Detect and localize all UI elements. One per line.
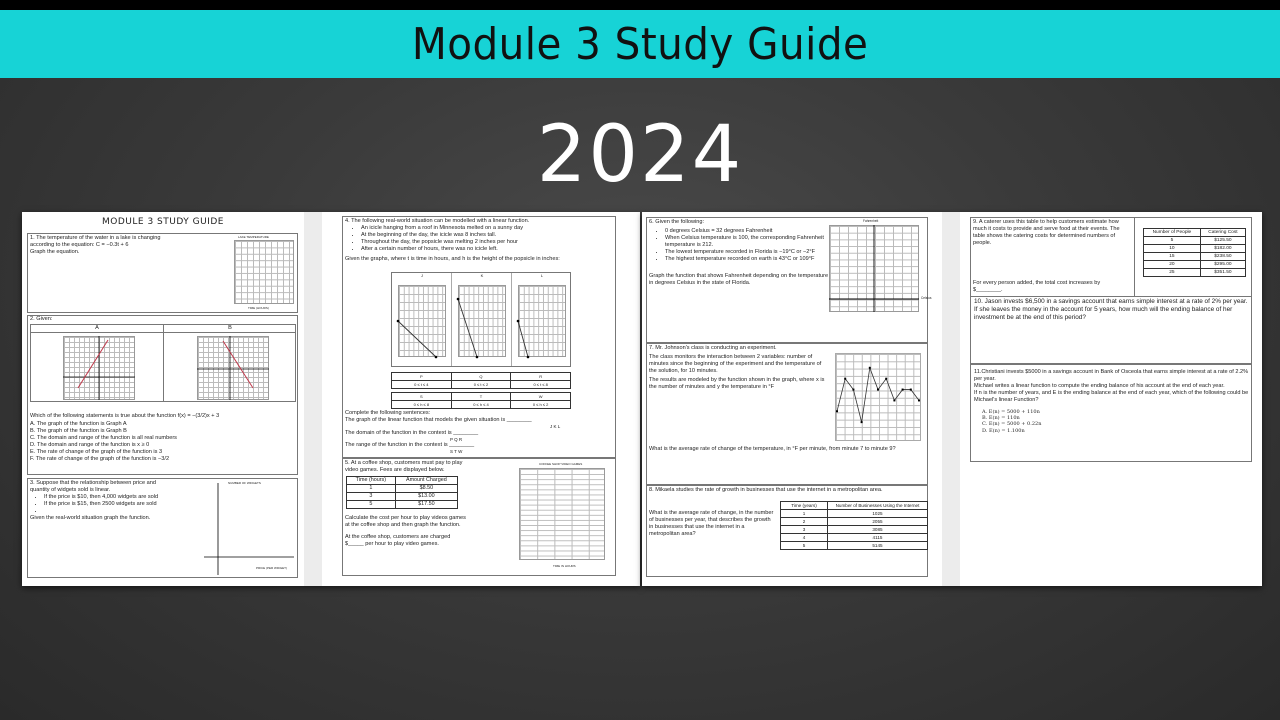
page-1-heading: MODULE 3 STUDY GUIDE <box>102 217 224 227</box>
q6-axes <box>829 225 919 312</box>
question-7 <box>646 343 928 485</box>
q4-text: 4. The following real-world situation can be modelled with a linear function. <box>345 218 530 224</box>
q5-instruction: Calculate the cost per hour to play videos games <box>345 515 466 521</box>
graph-b-line <box>197 336 269 400</box>
q11-text: 11.Christiani invests $5000 in a savings account in Bank of Osceola that earns simple interest at a rate of 2.2% per year. <box>974 369 1249 382</box>
q9-catering-table: Number of People Catering Cost 5 $125.50 10 $182.00 15 $238.50 20 $295.00 25 $351.50 <box>1143 228 1246 277</box>
question-5 <box>342 458 616 576</box>
q2-option-c: C. The domain and range of the function is all real numbers <box>30 434 177 441</box>
q11-option-a: A. E(n) = 5000 + 110n <box>982 408 1040 415</box>
q3-bullet: • If the price is $15, then 2500 widgets are sold <box>44 501 195 508</box>
graph-l-line <box>518 285 566 357</box>
q5-answer-blank: $_____ per hour to play video games. <box>345 540 439 547</box>
q2-option-b: B. The graph of the function is Graph B <box>30 427 127 434</box>
q3-bullet: • If the price is $10, then 4,000 widgets are sold <box>44 494 195 501</box>
q2-question: Which of the following statements is true about the function f(x) = −(3/2)x + 3 <box>30 413 220 419</box>
q5-graph-title: COFFEE SHOP VIDEO GAMES <box>539 462 583 466</box>
q4-domain-options: P Q R <box>450 436 463 442</box>
q6-graph-ylabel: Fahrenheit <box>863 219 879 223</box>
q9-answer-prompt: For every person added, the total cost increases by $________. <box>973 280 1101 293</box>
question-1 <box>27 233 298 313</box>
q7-paragraph-1: The class monitors the interaction between 2 variables: number of minutes since the beginning of the experiment and the temperature of the solution, for 10 minutes. <box>649 353 822 374</box>
q6-graph-xlabel: Celsius <box>921 296 932 300</box>
q3-graph-xlabel: PRICE (PER WIDGET) <box>256 566 288 570</box>
q3-instruction: Given the real-world situation graph the function. <box>30 514 151 521</box>
q8-label: 8. Mikaela studies the rate of growth in businesses that use the internet in a metropolitan area. <box>649 487 883 493</box>
page-4 <box>960 212 1262 586</box>
q2-col-a: A <box>31 325 164 333</box>
q5-instruction-2: at the coffee shop and then graph the function. <box>345 521 461 528</box>
q9-text: 9. A caterer uses this table to help customers estimate how much it costs to provide and serve food at their events. The table shows the catering costs for determined numbers of people. <box>973 219 1120 246</box>
q6-bullet: • The highest temperature recorded on earth is 43°C or 109°F <box>665 256 829 263</box>
q4-sentence-range: The range of the function in the context is ________ <box>345 442 475 449</box>
question-2 <box>27 315 298 475</box>
q6-bullet: • When Celsius temperature is 100, the corresponding Fahrenheit temperature is 212. <box>665 235 829 249</box>
q11-option-c: C. E(n) = 5000 + 0.22n <box>982 421 1042 428</box>
question-3 <box>27 478 298 578</box>
graph-j-label: J <box>421 273 423 278</box>
q5-graph-grid <box>519 468 605 560</box>
q4-bullet: • At the beginning of the day, the icicle was 8 inches tall. <box>361 232 615 239</box>
year-heading: 2024 <box>536 110 744 200</box>
top-black-strip <box>0 0 1280 10</box>
sheet-pages-1-2 <box>22 212 640 586</box>
graph-a-line <box>63 336 135 400</box>
q1-graph-grid <box>234 240 294 304</box>
page-gutter <box>942 212 960 586</box>
q4-graph-options: J K L <box>550 423 561 429</box>
q1-equation: according to the equation: C = −0.3t + 6 <box>30 241 129 248</box>
q8-question: What is the average rate of change, in the number of businesses per year, that describes the growth in businesses that use the internet in a metropolitan area? <box>649 510 774 537</box>
q2-graph-table <box>30 324 296 402</box>
q3-graph-ylabel: NUMBER OF WIDGETS <box>228 481 261 485</box>
q7-line-series <box>835 353 921 441</box>
q2-option-f: F. The rate of change of the graph of the function is −3/2 <box>30 455 170 462</box>
q3-text: 3. Suppose that the relationship between price and <box>30 480 156 486</box>
q5-answer-prompt: At the coffee shop, customers are charged <box>345 533 451 540</box>
q6-instruction: Graph the function that shows Fahrenheit depending on the temperature in degrees Celsius in the state of Florida. <box>649 272 829 286</box>
q4-sentence-domain: The domain of the function in the context is ________ <box>345 429 479 436</box>
q3-text-2: quantity of widgets sold is linear. <box>30 486 111 493</box>
page-3 <box>642 212 942 586</box>
q7-question: What is the average rate of change of the temperature, in °F per minute, from minute 7 to minute 9? <box>649 446 896 452</box>
q4-bullet: • An icicle hanging from a roof in Minnesota melted on a sunny day <box>361 225 615 232</box>
q7-label: 7. Mr. Johnson's class is conducting an experiment. <box>649 345 777 351</box>
q4-graph-panel <box>391 272 571 367</box>
q10-text: 10. Jason invests $6,500 in a savings account that earns simple interest at a rate of 2% per year. <box>974 298 1248 305</box>
q2-option-a: A. The graph of the function is Graph A <box>30 420 127 427</box>
q6-bullet: • The lowest temperature recorded in Florida is −19°C or −2°F <box>665 249 829 256</box>
q6-bullet: • 0 degrees Celsius = 32 degrees Fahrenheit <box>665 228 829 235</box>
page-1 <box>22 212 304 586</box>
q2-label: 2. Given: <box>30 316 53 322</box>
q5-fee-table: Time (hours) Amount Charged 1 $8.50 3 $13.00 5 $17.50 <box>346 476 458 509</box>
sheet-pages-3-4 <box>642 212 1262 586</box>
graph-k-label: K <box>480 273 484 278</box>
q10-question: If she leaves the money in the account for 5 years, how much will the ending balance of her investment be at the end of this period? <box>974 306 1233 321</box>
q11-text-2: Michael writes a linear function to compute the ending balance of his account at the end of each year. <box>974 382 1225 389</box>
question-10 <box>970 296 1252 364</box>
q4-domain-table: P Q R 0 ≤ t ≤ 4 0 ≤ t ≤ 2 0 ≤ t ≤ 8 <box>391 372 571 389</box>
q1-graph-title: LAKE TEMPERATURE <box>238 235 269 239</box>
graph-k-line <box>458 285 506 357</box>
q6-label: 6. Given the following: <box>649 219 705 225</box>
q11-question: If n is the number of years, and E is the ending balance at the end of each year, which of the following could be Michael's linear Function? <box>974 389 1249 403</box>
q1-instruction: Graph the equation. <box>30 248 80 255</box>
q8-business-table: Time (years) Number of Businesses Using the Internet 1 1025 2 2055 3 3085 4 4115 5 5145 <box>780 501 928 550</box>
question-11 <box>970 364 1252 462</box>
question-9 <box>970 217 1252 297</box>
q3-axes <box>204 483 294 575</box>
q11-option-b: B. E(n) = 110n <box>982 415 1020 422</box>
q7-paragraph-2: The results are modeled by the function shown in the graph, where x is the number of minutes and y the temperature in °F <box>649 376 825 390</box>
q4-bullet: • Throughout the day, the popsicle was melting 2 inches per hour <box>361 239 615 246</box>
graph-l-label: L <box>540 273 544 278</box>
q11-option-d: D. E(n) = 1.100n <box>982 427 1025 434</box>
q5-graph-xlabel: TIME IN HOURS <box>553 564 576 568</box>
q4-complete-label: Complete the following sentences: <box>345 410 431 416</box>
q5-text: 5. At a coffee shop, customers must pay to play <box>345 460 463 466</box>
q1-text: 1. The temperature of the water in a lake is changing <box>30 235 161 241</box>
title-banner <box>0 10 1280 78</box>
q2-col-b: B <box>164 325 296 333</box>
q4-sentence-graph: The graph of the linear function that models the given situation is ________ <box>345 416 532 423</box>
page-2 <box>322 212 640 586</box>
question-8 <box>646 485 928 577</box>
q1-graph-xlabel: TIME (HOURS) <box>248 306 269 310</box>
q4-range-table: S T W 0 ≤ h ≤ 8 0 ≤ h ≤ 4 0 ≤ h ≤ 2 <box>391 392 571 409</box>
question-4 <box>342 216 616 458</box>
q4-graphs-intro: Given the graphs, where t is time in hours, and h is the height of the popsicle in inches: <box>345 255 560 262</box>
page-gutter <box>304 212 322 586</box>
banner-title: Module 3 Study Guide <box>411 18 869 70</box>
question-6 <box>646 217 932 343</box>
q5-text-2: video games. Fees are displayed below. <box>345 466 445 473</box>
graph-j-line <box>398 285 446 357</box>
q2-option-d: D. The domain and range of the function is x ≥ 0 <box>30 441 150 448</box>
q3-bullet <box>44 508 195 515</box>
q4-bullet: • After a certain number of hours, there was no icicle left. <box>361 246 615 253</box>
q4-range-options: S T W <box>450 449 463 455</box>
q2-option-e: E. The rate of change of the graph of the function is 3 <box>30 448 163 455</box>
